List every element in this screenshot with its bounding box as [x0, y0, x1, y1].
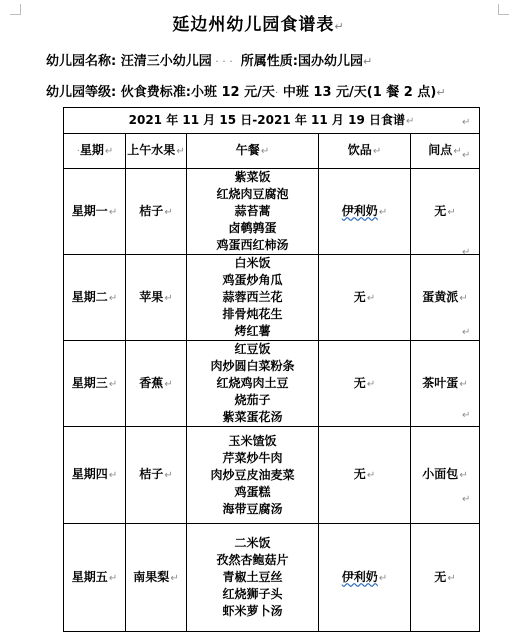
lunch-dish: 红豆饭: [234, 342, 271, 356]
lunch-dish: 鸡蛋西红柿汤: [216, 238, 289, 252]
lunch-cell: [187, 255, 319, 341]
nature-value: 国办幼儿园: [297, 54, 363, 69]
lunch-dish: 鸡蛋炒角瓜: [222, 273, 283, 287]
lunch-dish: 红烧鸡肉土豆: [216, 376, 289, 390]
paragraph-mark: ↵: [462, 410, 471, 421]
lunch-dish: 红烧肉豆腐泡: [216, 187, 289, 201]
kindergarten-name-value: 汪清三小幼儿园: [120, 54, 212, 69]
date-range-cell: 2021 年 11 月 15 日-2021 年 11 月 19 日食谱↵: [64, 108, 480, 134]
drink-cell: 伊利奶↵: [319, 524, 411, 632]
fee-small-class: 小班 12 元/天: [190, 85, 275, 100]
drink-cell: 无↵: [319, 255, 411, 341]
lunch-dish: 孜然杏鲍菇片: [216, 553, 289, 567]
fruit-cell: 苹果↵: [126, 255, 187, 341]
lunch-dish: 蒜蓉西兰花: [222, 290, 283, 304]
weekday-cell: 星期五↵: [64, 524, 126, 632]
drink-cell: 伊利奶↵: [319, 169, 411, 255]
lunch-dish: 鸡蛋糕: [234, 484, 271, 499]
weekday-cell: 星期四↵: [64, 427, 126, 524]
table-row: [64, 427, 480, 524]
table-row: [64, 524, 480, 632]
weekday-cell: 星期二↵: [64, 255, 126, 341]
lunch-cell: [187, 524, 319, 632]
lunch-dish: 蒜苔蒿: [234, 204, 271, 218]
paragraph-mark: ↵: [462, 117, 471, 128]
lunch-dish: 玉米馇饭: [228, 433, 277, 448]
level-label: 幼儿园等级:: [46, 85, 117, 100]
paragraph-mark: ↵: [462, 494, 471, 505]
lunch-dish: 虾米萝卜汤: [222, 604, 283, 618]
header-lunch: 午餐↵: [187, 134, 319, 169]
weekday-cell: 星期一↵: [64, 169, 126, 255]
drink-cell: 无↵: [319, 427, 411, 524]
header-snack: 间点↵: [411, 134, 480, 169]
paragraph-mark: ↵: [462, 327, 471, 338]
lunch-dish: 排骨炖花生: [222, 307, 283, 321]
fee-middle-class: 中班 13 元/天(1 餐 2 点): [282, 85, 437, 100]
fee-label: 伙食费标准:: [120, 85, 191, 100]
fruit-cell: 桔子↵: [126, 169, 187, 255]
paragraph-mark: ↵: [462, 247, 471, 258]
lunch-dish: 红烧狮子头: [222, 587, 283, 601]
table-row: [64, 341, 480, 427]
kindergarten-info-line: 幼儿园名称: 汪清三小幼儿园 · · · 所属性质:国办幼儿园↵: [46, 54, 373, 69]
lunch-cell: [187, 341, 319, 427]
lunch-dish: 芹菜炒牛肉: [222, 450, 283, 465]
header-drink: 饮品↵: [319, 134, 411, 169]
fee-info-line: 幼儿园等级: 伙食费标准:小班 12 元/天· 中班 13 元/天(1 餐 2 点)↵: [46, 85, 446, 100]
header-fruit: 上午水果↵: [126, 134, 187, 169]
snack-cell: 茶叶蛋↵: [411, 341, 480, 427]
table-row: [64, 169, 480, 255]
lunch-dish: 烤红薯: [234, 324, 271, 338]
fruit-cell: 香蕉↵: [126, 341, 187, 427]
fruit-cell: 南果梨↵: [126, 524, 187, 632]
fruit-cell: 桔子↵: [126, 427, 187, 524]
lunch-dish: 卤鹌鹑蛋: [228, 221, 277, 235]
lunch-dish: 肉炒豆皮油麦菜: [210, 467, 295, 482]
snack-cell: 蛋黄派↵: [411, 255, 480, 341]
kindergarten-name-label: 幼儿园名称:: [46, 54, 117, 69]
lunch-dish: 紫菜蛋花汤: [222, 410, 283, 424]
lunch-cell: [187, 427, 319, 524]
header-weekday: ·星期↵: [64, 134, 126, 169]
page-title: 延边州幼儿园食谱表↵: [172, 15, 345, 35]
nature-label: 所属性质:: [240, 54, 298, 69]
lunch-dish: 烧茄子: [234, 393, 271, 407]
table-row: [64, 255, 480, 341]
snack-cell: 无↵: [411, 169, 480, 255]
lunch-dish: 二米饭: [234, 536, 271, 550]
lunch-dish: 白米饭: [234, 256, 271, 270]
lunch-dish: 海带豆腐汤: [222, 501, 283, 516]
snack-cell: 小面包↵: [411, 427, 480, 524]
lunch-dish: 青椒土豆丝: [222, 570, 283, 584]
snack-cell: 无↵: [411, 524, 480, 632]
lunch-dish: 紫菜饭: [234, 170, 271, 184]
weekday-cell: 星期三↵: [64, 341, 126, 427]
drink-cell: 无↵: [319, 341, 411, 427]
lunch-dish: 肉炒圆白菜粉条: [210, 359, 295, 373]
lunch-cell: [187, 169, 319, 255]
paragraph-mark: ↵: [462, 150, 471, 161]
weekly-menu-table: [63, 107, 480, 632]
